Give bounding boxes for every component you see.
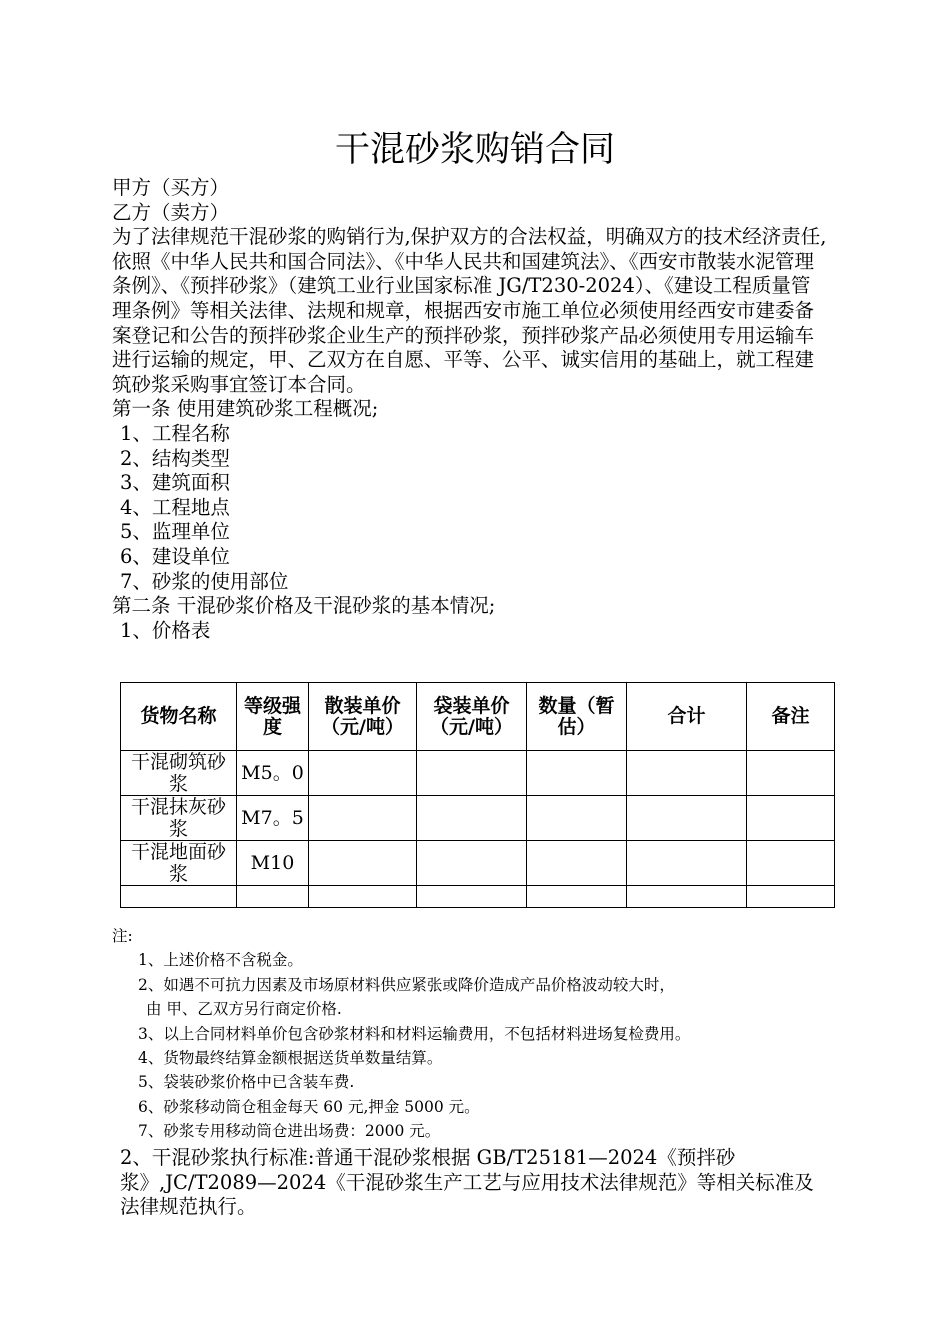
list-item: 3、建筑面积	[120, 471, 230, 495]
price-table-label: 1、价格表	[120, 618, 211, 642]
cell-total	[627, 841, 747, 886]
cell-bagged	[417, 751, 527, 796]
cell-name: 干混砌筑砂浆	[121, 751, 237, 796]
party-a: 甲方（买方）	[112, 176, 230, 199]
header-bulk-price: 散装单价（元/吨）	[309, 683, 417, 751]
cell-total	[627, 751, 747, 796]
table-row	[121, 841, 835, 886]
cell-bulk	[309, 841, 417, 886]
cell-grade: M10	[237, 841, 309, 886]
cell-qty	[527, 886, 627, 908]
list-item: 6、建设单位	[120, 544, 230, 568]
contract-body	[112, 176, 827, 643]
cell-qty	[527, 751, 627, 796]
note-item: 6、砂浆移动筒仓租金每天 60 元,押金 5000 元。	[138, 1097, 480, 1116]
article2-heading: 第二条 干混砂浆价格及干混砂浆的基本情况;	[112, 594, 496, 618]
preamble-paragraph: 为了法律规范干混砂浆的购销行为,保护双方的合法权益，明确双方的技术经济责任,依照《中华人民共和国合同法》、《中华人民共和国建筑法》、《西安市散装水泥管理条例》、《预拌砂浆》（建筑工业行业国家标准 JG/T230-2024）、《建设工程质量管理条例》等相关法律、法规和规章，根据西安市施工单位必须使用经西安市建委备案登记和公告的预拌砂浆企业生产的预拌砂浆，预拌砂浆产品必须使用专用运输车进行运输的规定，甲、乙双方在自愿、平等、公平、诚实信用的基础上，就工程建筑砂浆采购事宜签订本合同。	[112, 225, 827, 396]
notes-section	[112, 924, 832, 1144]
article1-heading: 第一条 使用建筑砂浆工程概况;	[112, 397, 379, 421]
contract-title: 干混砂浆购销合同	[334, 130, 615, 170]
cell-qty	[527, 841, 627, 886]
note-item: 7、砂浆专用移动筒仓进出场费：2000 元。	[138, 1122, 441, 1141]
table-row	[121, 751, 835, 796]
party-b: 乙方（卖方）	[112, 200, 230, 224]
cell-bulk	[309, 886, 417, 908]
header-bagged-price: 袋装单价（元/吨）	[417, 683, 527, 751]
list-item: 7、砂浆的使用部位	[120, 569, 289, 593]
note-item-continuation: 由 甲、乙双方另行商定价格.	[146, 1000, 342, 1019]
cell-grade	[237, 886, 309, 908]
standard-paragraph-block	[112, 1146, 827, 1220]
header-quantity: 数量（暂估）	[527, 683, 627, 751]
table-row	[121, 796, 835, 841]
note-item: 3、以上合同材料单价包含砂浆材料和材料运输费用，不包括材料进场复检费用。	[138, 1024, 691, 1043]
list-item: 2、结构类型	[120, 446, 230, 470]
header-remark: 备注	[747, 683, 835, 751]
cell-bagged	[417, 796, 527, 841]
cell-name	[121, 886, 237, 908]
note-item: 2、如遇不可抗力因素及市场原材料供应紧张或降价造成产品价格波动较大时，	[138, 975, 675, 994]
table-row	[121, 886, 835, 908]
cell-bagged	[417, 841, 527, 886]
cell-total	[627, 796, 747, 841]
cell-name: 干混抹灰砂浆	[121, 796, 237, 841]
price-table	[120, 682, 835, 908]
cell-remark	[747, 886, 835, 908]
cell-remark	[747, 796, 835, 841]
cell-grade: M7。5	[237, 796, 309, 841]
cell-bagged	[417, 886, 527, 908]
header-total: 合计	[627, 683, 747, 751]
note-item: 5、袋装砂浆价格中已含装车费.	[138, 1073, 355, 1092]
table-header-row	[121, 683, 835, 751]
list-item: 5、监理单位	[120, 520, 230, 544]
standard-paragraph: 2、干混砂浆执行标准:普通干混砂浆根据 GB/T25181—2024《预拌砂浆》,JC/T2089—2024《干混砂浆生产工艺与应用技术法律规范》等相关标准及法律规范执行。	[120, 1146, 814, 1219]
header-grade: 等级强度	[237, 683, 309, 751]
note-item: 1、上述价格不含税金。	[138, 951, 303, 970]
cell-remark	[747, 841, 835, 886]
note-item: 4、货物最终结算金额根据送货单数量结算。	[138, 1049, 443, 1068]
cell-bulk	[309, 796, 417, 841]
cell-remark	[747, 751, 835, 796]
cell-qty	[527, 796, 627, 841]
header-goods-name: 货物名称	[121, 683, 237, 751]
cell-bulk	[309, 751, 417, 796]
cell-total	[627, 886, 747, 908]
list-item: 1、工程名称	[120, 421, 230, 445]
list-item: 4、工程地点	[120, 495, 230, 519]
cell-grade: M5。0	[237, 751, 309, 796]
cell-name: 干混地面砂浆	[121, 841, 237, 886]
notes-label: 注:	[112, 927, 133, 945]
